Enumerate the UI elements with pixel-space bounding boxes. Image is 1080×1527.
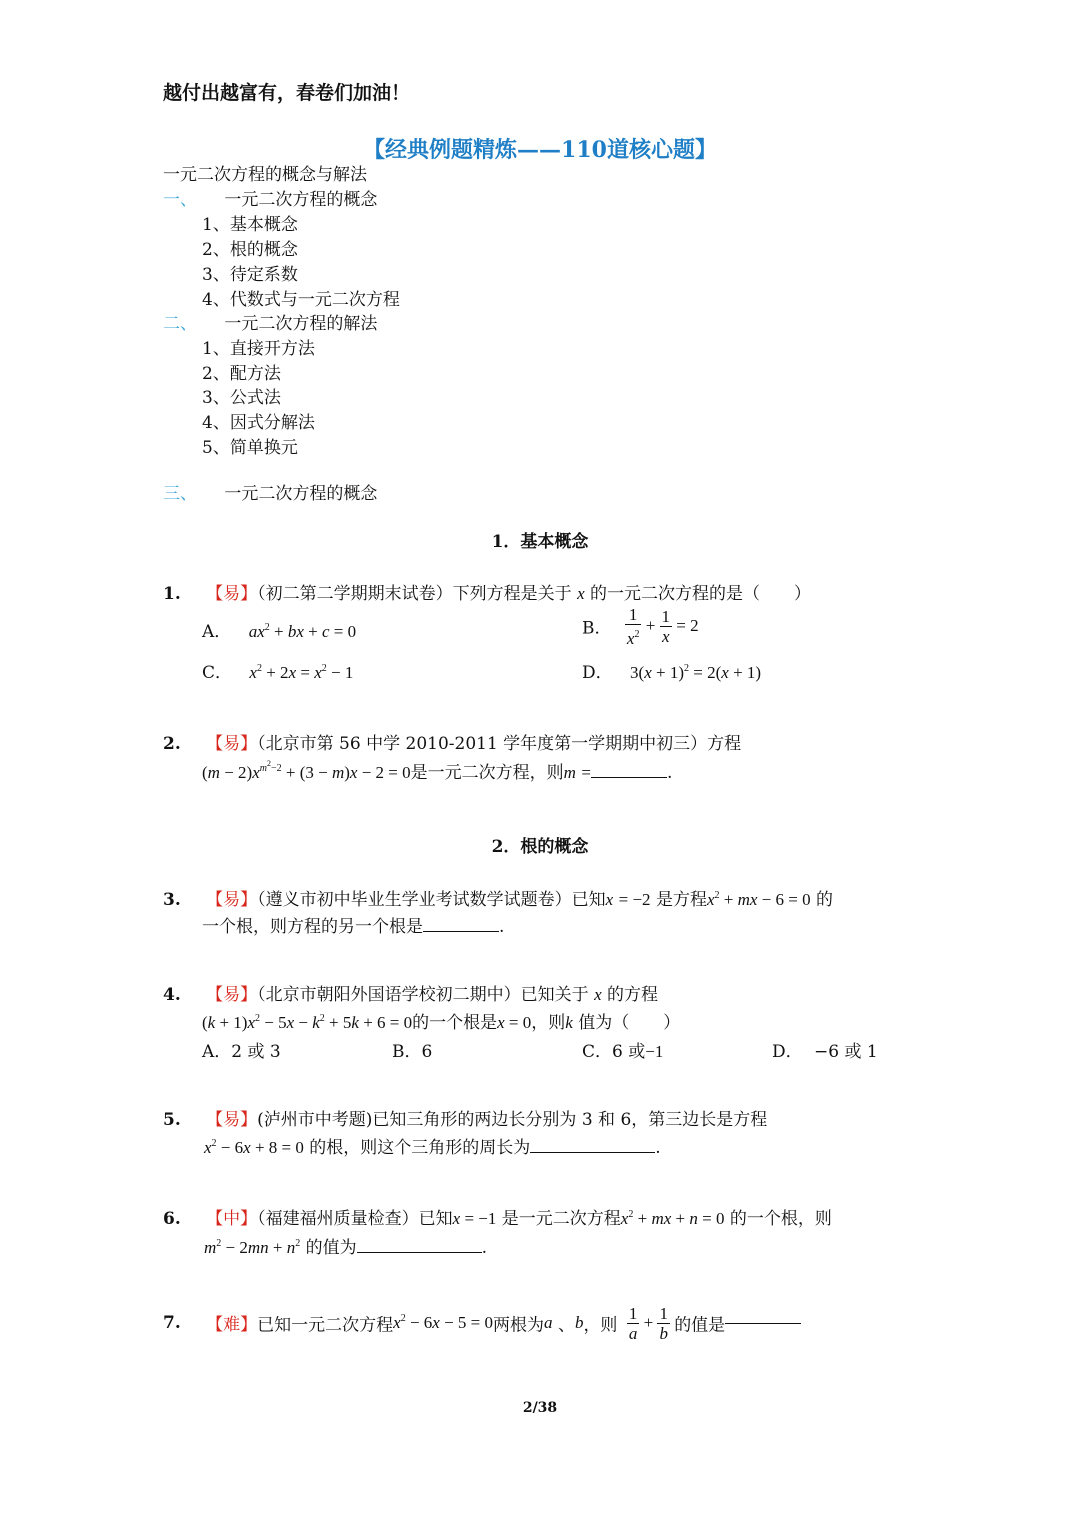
option-a: A．2 或 3: [202, 1042, 281, 1062]
difficulty-badge: 【易】: [206, 1110, 258, 1130]
toc-item: 4、因式分解法: [202, 413, 315, 433]
question-3-line2: [202, 912, 504, 937]
question-number: 7.: [163, 1312, 181, 1333]
toc-section-num: 二、: [163, 314, 197, 334]
option-label: D．: [582, 663, 613, 683]
question-text: 下列方程是关于: [452, 584, 572, 604]
question-2: [163, 729, 741, 754]
question-text: ，则: [583, 1315, 618, 1336]
question-4: 4. 【易】（北京市朝阳外国语学校初二期中）已知关于 x 的方程: [163, 985, 659, 1005]
toc-heading: 一元二次方程的概念与解法: [163, 165, 367, 185]
difficulty-badge: 【易】: [206, 734, 258, 754]
question-text: 是一元二次方程: [501, 1209, 621, 1229]
question-number: 2.: [163, 734, 181, 754]
question-2-line2: $(m - 2)x^{m^2-2} + (3 - m)x - 2 = 0$是一元二次方程，则m = .: [202, 759, 673, 783]
question-text: （福建福州质量检查）已知: [257, 1209, 453, 1229]
option-label: C．6 或: [582, 1042, 646, 1062]
question-number: 6.: [163, 1209, 181, 1229]
toc-item: 3、公式法: [202, 388, 281, 408]
question-1: 1. 【易】（初二第二学期期末试卷）下列方程是关于 x 的一元二次方程的是（ ）: [163, 584, 812, 604]
question-number: 5.: [163, 1110, 181, 1130]
page-number: 2/38: [522, 1400, 558, 1416]
motto: 越付出越富有，春卷们加油！: [163, 82, 411, 104]
question-text: 的一个根是: [412, 1013, 498, 1033]
option-label: C．: [202, 663, 233, 683]
question-number: 3.: [163, 890, 181, 910]
question-4-line2: $(k + 1)x^2 - 5x - k^2 + 5k + 6 = 0$的一个根是x = 0，则k 值为（ ）: [202, 1013, 681, 1033]
option-c: C． $x^2 + 2x = x^2 - 1$: [202, 663, 354, 683]
subsection-heading: 1．基本概念: [491, 532, 589, 552]
difficulty-badge: 【易】: [206, 985, 258, 1005]
answer-blank: [423, 930, 499, 932]
toc-item: 2、配方法: [202, 364, 281, 384]
option-a: A． $ax^2$ + bx + c = 0: [202, 622, 357, 642]
difficulty-badge: 【易】: [206, 890, 258, 910]
question-text: ，则: [531, 1013, 566, 1033]
answer-blank: [725, 1322, 801, 1324]
toc-section-1: [163, 185, 377, 210]
option-b: B． $\frac{1}{x^2}$ + $\frac{1}{x}$ = 2: [582, 605, 699, 648]
toc-section-num: 一、: [163, 190, 197, 210]
toc-item: 2、根的概念: [202, 240, 298, 260]
question-text: 、: [557, 1315, 575, 1336]
toc-item: 3、待定系数: [202, 265, 298, 285]
difficulty-badge: 【中】: [206, 1209, 258, 1229]
answer-blank: [357, 1251, 482, 1253]
question-text: 是方程: [655, 890, 707, 910]
subsection-heading: 2．根的概念: [491, 837, 589, 857]
toc-section-title: 一元二次方程的概念: [224, 190, 378, 210]
question-text: 一个根，则方程的另一个根是: [202, 917, 423, 937]
option-b: B．6: [392, 1042, 433, 1062]
option-c: [582, 1037, 663, 1062]
answer-blank: [591, 776, 667, 778]
option-label: D．: [772, 1042, 803, 1062]
question-text: 是一元二次方程，则: [410, 763, 564, 783]
toc-item: 4、代数式与一元二次方程: [202, 290, 400, 310]
option-d: D． $3(x + 1)^2 = 2(x + 1)$: [582, 663, 762, 683]
option-label: A．: [202, 622, 232, 642]
question-text: 的值为: [305, 1238, 357, 1258]
question-5: [163, 1105, 767, 1130]
page-title: 【经典例题精炼——110道核心题】: [363, 137, 717, 163]
question-text: 已知一元二次方程: [257, 1315, 394, 1336]
option-label: B．: [582, 618, 612, 639]
question-text: 两根为: [493, 1315, 545, 1336]
question-text: (泸州市中考题)已知三角形的两边长分别为 3 和 6，第三边长是方程: [257, 1110, 768, 1130]
toc-section-title: 一元二次方程的解法: [224, 314, 378, 334]
question-text: 的根，则这个三角形的周长为: [309, 1138, 531, 1158]
question-text: 的一个根，则: [729, 1209, 832, 1229]
punctuation: .: [499, 917, 505, 937]
question-number: 4.: [163, 985, 181, 1005]
question-text: 的值是: [674, 1315, 726, 1336]
question-source: （初二第二学期期末试卷）: [257, 584, 453, 604]
question-text: （北京市朝阳外国语学校初二期中）已知关于: [257, 985, 589, 1005]
question-6-line2: $m^2 - 2mn + n^2$ 的值为 .: [204, 1238, 488, 1258]
question-text: （遵义市初中毕业生学业考试数学试题卷）已知: [257, 890, 606, 910]
punctuation: .: [655, 1138, 661, 1158]
difficulty-badge: 【易】: [206, 584, 258, 604]
toc-item: 1、基本概念: [202, 215, 298, 235]
question-text: 值为（ ）: [578, 1013, 681, 1033]
question-3: 3. 【易】（遵义市初中毕业生学业考试数学试题卷）已知x = −2 是方程$x^2$ + mx − 6 = 0 的: [163, 890, 834, 910]
toc-section-num: 三、: [163, 484, 197, 504]
question-text: 的一元二次方程的是（ ）: [590, 584, 812, 604]
question-6: 6. 【中】（福建福州质量检查）已知x = −1 是一元二次方程$x^2$ + mx + n = 0 的一个根，则: [163, 1209, 832, 1229]
option-d: [772, 1037, 878, 1062]
difficulty-badge: 【难】: [206, 1315, 258, 1336]
toc-item: 1、直接开方法: [202, 339, 315, 359]
toc-section-title: 一元二次方程的概念: [224, 484, 378, 504]
question-number: 1.: [163, 584, 181, 604]
toc-item: 5、简单换元: [202, 438, 298, 458]
question-text: 的方程: [607, 985, 659, 1005]
option-value: −1: [645, 1042, 664, 1061]
question-7: 7. 【难】已知一元二次方程$x^2 - 6x - 5 = 0$两根为a 、b，则 $\frac{1}{a}$ + $\frac{1}{b}$ 的值是: [163, 1304, 801, 1343]
answer-blank: [530, 1151, 655, 1153]
question-text: （北京市第 56 中学 2010-2011 学年度第一学期期中初三）方程: [257, 734, 742, 754]
question-5-line2: $x^2 - 6x + 8 = 0$ 的根，则这个三角形的周长为 .: [204, 1138, 661, 1158]
option-value: −6 或 1: [814, 1042, 878, 1062]
toc-section-3: [163, 479, 377, 504]
toc-section-2: [163, 309, 377, 334]
punctuation: .: [666, 763, 673, 783]
question-text: 的: [816, 890, 834, 910]
punctuation: .: [481, 1238, 488, 1258]
